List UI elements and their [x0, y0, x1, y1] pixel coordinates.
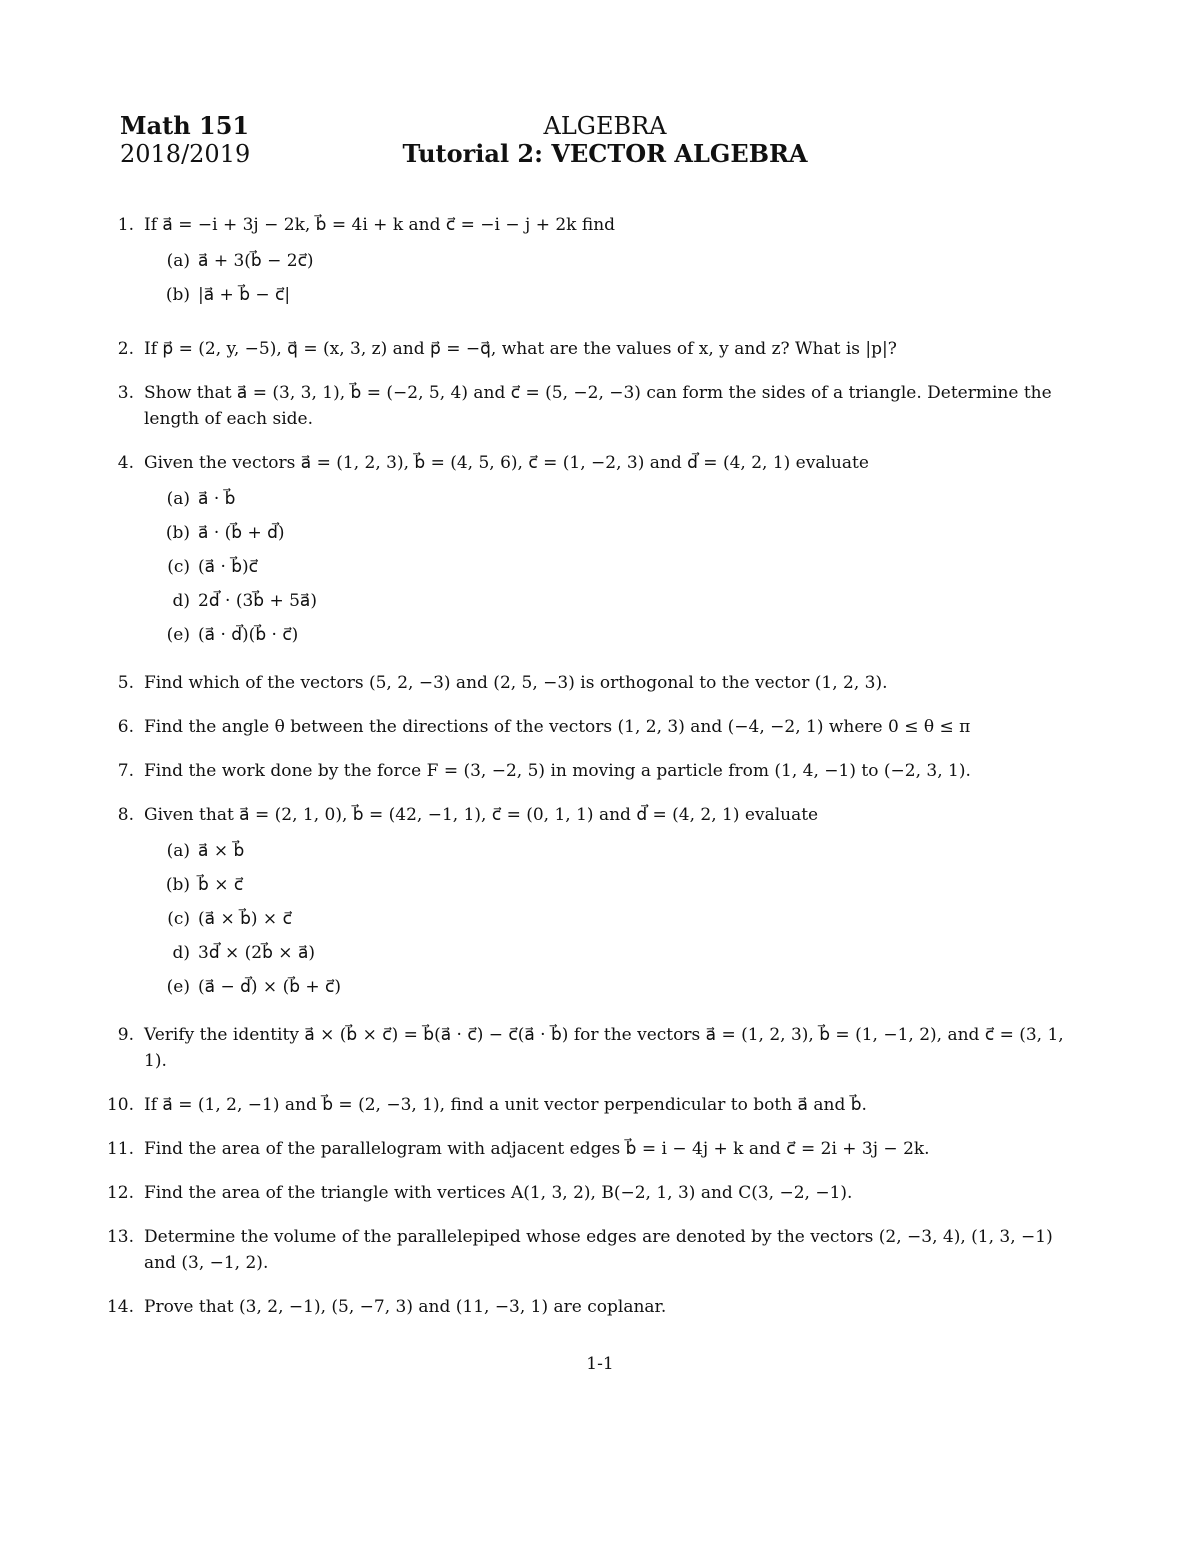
- sub-question-label: (e): [166, 977, 190, 997]
- problem-11: [0, 1136, 1200, 1162]
- sub-question-text: a⃗ × b⃗: [198, 841, 245, 861]
- sub-question-list: [150, 244, 1200, 312]
- problem-number: 3.: [117, 383, 134, 403]
- sub-question: [150, 516, 1200, 550]
- sub-question-text: (a⃗ × b⃗) × c⃗: [198, 909, 292, 929]
- problem-text: Find the angle θ between the directions of the vectors (1, 2, 3) and (−4, −2, 1) where 0 ≤ θ ≤ π: [144, 717, 971, 737]
- problem-text: Find the work done by the force F = (3, −2, 5) in moving a particle from (1, 4, −1) to (−2, 3, 1).: [144, 761, 971, 781]
- sub-question: [150, 482, 1200, 516]
- problem-text: If p⃗ = (2, y, −5), q⃗ = (x, 3, z) and p⃗ = −q⃗, what are the values of x, y and z? What is |p|?: [144, 339, 897, 359]
- sub-question-label: (c): [167, 909, 190, 929]
- sub-question-label: (a): [166, 841, 190, 861]
- problem-text: Verify the identity a⃗ × (b⃗ × c⃗) = b⃗(a⃗ · c⃗) − c⃗(a⃗ · b⃗) for the vectors a⃗ = (1, 2, 3), b⃗ = (1, −1, 2), and c⃗ = (3, 1, 1).: [144, 1025, 1070, 1071]
- sub-question: [150, 244, 1200, 278]
- problem-text: Determine the volume of the parallelepiped whose edges are denoted by the vectors (2, −3, 4), (1, 3, −1) and (3, −1, 2).: [144, 1227, 1059, 1273]
- problem-number: 13.: [106, 1227, 134, 1247]
- problem-10: [0, 1092, 1200, 1118]
- sub-question-text: 3d⃗ × (2b⃗ × a⃗): [198, 943, 315, 963]
- sub-question-list: [150, 482, 1200, 652]
- sub-question: [150, 902, 1200, 936]
- sub-question: [150, 868, 1200, 902]
- sub-question: [150, 834, 1200, 868]
- problem-text: Show that a⃗ = (3, 3, 1), b⃗ = (−2, 5, 4) and c⃗ = (5, −2, −3) can form the sides of a triangle. Determine the length of each side.: [144, 383, 1058, 429]
- problem-6: [0, 714, 1200, 740]
- problem-number: 6.: [117, 717, 134, 737]
- problem-5: [0, 670, 1200, 696]
- sub-question-text: |a⃗ + b⃗ − c⃗|: [198, 285, 291, 305]
- problem-14: [0, 1294, 1200, 1320]
- problem-number: 1.: [117, 215, 134, 235]
- sub-question: [150, 550, 1200, 584]
- sub-question-label: d): [172, 591, 190, 611]
- sub-question-label: (e): [166, 625, 190, 645]
- sub-question-label: (a): [166, 489, 190, 509]
- sub-question-label: (a): [166, 251, 190, 271]
- sub-question-label: (c): [167, 557, 190, 577]
- problem-text: Prove that (3, 2, −1), (5, −7, 3) and (11, −3, 1) are coplanar.: [144, 1297, 667, 1317]
- problem-13: [0, 1224, 1200, 1276]
- sub-question: [150, 278, 1200, 312]
- problem-number: 9.: [117, 1025, 134, 1045]
- sub-question: [150, 618, 1200, 652]
- problem-text: Find the area of the triangle with vertices A(1, 3, 2), B(−2, 1, 3) and C(3, −2, −1).: [144, 1183, 853, 1203]
- problem-number: 14.: [106, 1297, 134, 1317]
- problem-text: Given the vectors a⃗ = (1, 2, 3), b⃗ = (4, 5, 6), c⃗ = (1, −2, 3) and d⃗ = (4, 2, 1) evaluate: [144, 453, 869, 473]
- sub-question-text: a⃗ · (b⃗ + d⃗): [198, 523, 285, 543]
- sub-question: [150, 584, 1200, 618]
- sub-question-label: (b): [165, 285, 190, 305]
- problem-text: If a⃗ = (1, 2, −1) and b⃗ = (2, −3, 1), find a unit vector perpendicular to both a⃗ and b⃗.: [144, 1095, 867, 1115]
- problem-3: [0, 380, 1200, 432]
- header-center: [370, 112, 840, 168]
- problem-8: [0, 802, 1200, 1004]
- sub-question-text: b⃗ × c⃗: [198, 875, 244, 895]
- problem-number: 8.: [117, 805, 134, 825]
- problem-number: 12.: [106, 1183, 134, 1203]
- problem-1: [0, 212, 1200, 312]
- problem-number: 2.: [117, 339, 134, 359]
- problem-text: If a⃗ = −i + 3j − 2k, b⃗ = 4i + k and c⃗ = −i − j + 2k find: [144, 215, 616, 235]
- sub-question-text: (a⃗ · d⃗)(b⃗ · c⃗): [198, 625, 299, 645]
- sub-question: [150, 970, 1200, 1004]
- problem-list: [0, 212, 1200, 1320]
- problem-12: [0, 1180, 1200, 1206]
- sub-question-text: a⃗ · b⃗: [198, 489, 236, 509]
- problem-text: Given that a⃗ = (2, 1, 0), b⃗ = (42, −1, 1), c⃗ = (0, 1, 1) and d⃗ = (4, 2, 1) evaluate: [144, 805, 819, 825]
- problem-4: [0, 450, 1200, 652]
- problem-text: Find the area of the parallelogram with adjacent edges b⃗ = i − 4j + k and c⃗ = 2i + 3j − 2k.: [144, 1139, 930, 1159]
- sub-question-text: a⃗ + 3(b⃗ − 2c⃗): [198, 251, 314, 271]
- header-left: [120, 112, 250, 168]
- page-number: 1-1: [586, 1354, 614, 1374]
- sub-question-text: (a⃗ · b⃗)c⃗: [198, 557, 259, 577]
- sub-question-label: (b): [165, 875, 190, 895]
- problem-number: 11.: [106, 1139, 134, 1159]
- page-title: ALGEBRA: [543, 112, 667, 140]
- problem-9: [0, 1022, 1200, 1074]
- problem-number: 10.: [106, 1095, 134, 1115]
- problem-number: 7.: [117, 761, 134, 781]
- problem-2: [0, 336, 1200, 362]
- problem-number: 5.: [117, 673, 134, 693]
- sub-question-label: d): [172, 943, 190, 963]
- sub-question-text: 2d⃗ · (3b⃗ + 5a⃗): [198, 591, 317, 611]
- problem-number: 4.: [117, 453, 134, 473]
- sub-question-list: [150, 834, 1200, 1004]
- page-subtitle: Tutorial 2: VECTOR ALGEBRA: [402, 139, 808, 168]
- sub-question-label: (b): [165, 523, 190, 543]
- course-title: Math 151: [120, 111, 250, 140]
- problem-text: Find which of the vectors (5, 2, −3) and (2, 5, −3) is orthogonal to the vector (1, 2, 3).: [144, 673, 888, 693]
- academic-year: 2018/2019: [120, 140, 251, 168]
- sub-question-text: (a⃗ − d⃗) × (b⃗ + c⃗): [198, 977, 342, 997]
- sub-question: [150, 936, 1200, 970]
- problem-7: [0, 758, 1200, 784]
